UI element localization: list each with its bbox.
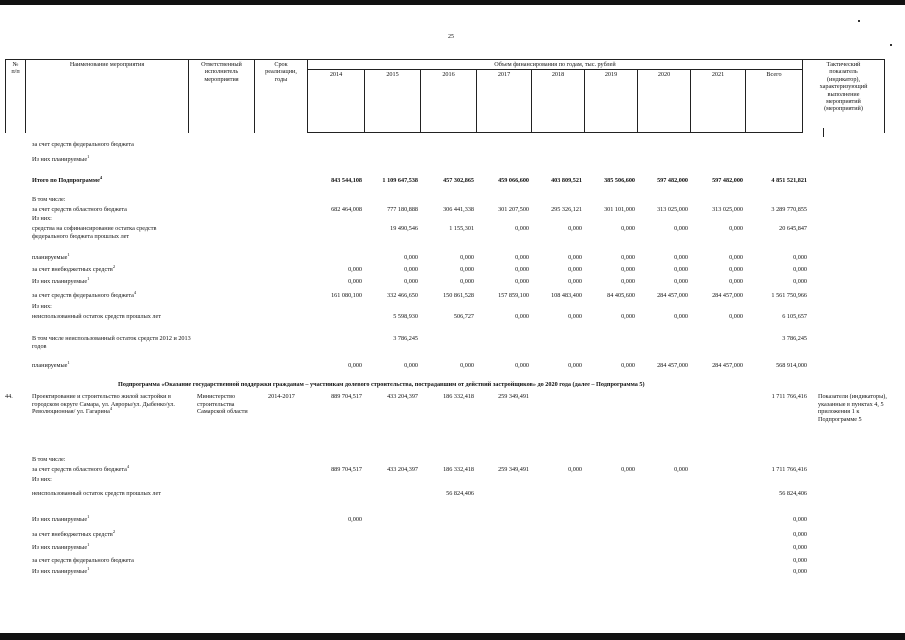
value-cell: 3 786,245 bbox=[393, 335, 418, 342]
value-cell: 0,000 bbox=[793, 516, 807, 523]
value-cell: 284 457,000 bbox=[657, 292, 688, 299]
value-cell: 306 441,338 bbox=[443, 206, 474, 213]
value-cell: 0,000 bbox=[515, 278, 529, 285]
value-cell: 157 859,100 bbox=[498, 292, 529, 299]
value-cell: 0,000 bbox=[568, 278, 582, 285]
value-cell: 0,000 bbox=[621, 313, 635, 320]
value-cell: 568 914,000 bbox=[776, 362, 807, 369]
value-cell: 597 482,000 bbox=[657, 177, 688, 184]
year-header: 2017 bbox=[477, 70, 532, 133]
value-cell: 0,000 bbox=[793, 531, 807, 538]
year-header: 2020 bbox=[638, 70, 691, 133]
row-label: В том числе: bbox=[32, 196, 66, 203]
value-cell: 0,000 bbox=[674, 254, 688, 261]
row-label: Из них планируемые$^1$ bbox=[32, 513, 90, 523]
row-label: за счет средств федерального бюджета bbox=[32, 557, 134, 564]
value-cell: 0,000 bbox=[793, 544, 807, 551]
value-cell: 0,000 bbox=[404, 278, 418, 285]
value-cell: 0,000 bbox=[515, 266, 529, 273]
col-no: № п/п bbox=[6, 60, 26, 133]
value-cell: 0,000 bbox=[729, 313, 743, 320]
year-header: 2018 bbox=[532, 70, 585, 133]
value-cell: 332 466,650 bbox=[387, 292, 418, 299]
value-cell: 284 457,000 bbox=[712, 292, 743, 299]
value-cell: 0,000 bbox=[460, 362, 474, 369]
row-label: неиспользованный остаток средств прошлых лет bbox=[32, 490, 161, 497]
value-cell: 313 025,000 bbox=[712, 206, 743, 213]
value-cell: 682 464,008 bbox=[331, 206, 362, 213]
col-term: Срок реализации, годы bbox=[255, 60, 308, 133]
value-cell: 0,000 bbox=[404, 266, 418, 273]
value-cell: 3 289 770,855 bbox=[771, 206, 807, 213]
value-cell: 284 457,000 bbox=[657, 362, 688, 369]
row-label: за счет средств областного бюджета$^4$ bbox=[32, 463, 130, 473]
value-cell: 459 066,600 bbox=[498, 177, 529, 184]
value-cell: 4 851 521,821 bbox=[771, 177, 807, 184]
value-cell: 889 704,517 bbox=[331, 393, 362, 400]
value-cell: 150 861,528 bbox=[443, 292, 474, 299]
value-cell: 889 704,517 bbox=[331, 466, 362, 473]
row-label: Итого по Подпрограмме$^4$ bbox=[32, 174, 103, 184]
value-cell: 259 349,491 bbox=[498, 466, 529, 473]
year-header: 2019 bbox=[585, 70, 638, 133]
indicator-column-line bbox=[823, 128, 824, 137]
value-cell: 0,000 bbox=[793, 278, 807, 285]
value-cell: 5 598,930 bbox=[393, 313, 418, 320]
value-cell: 0,000 bbox=[793, 266, 807, 273]
row-label: Из них: bbox=[32, 215, 52, 222]
value-cell: 3 786,245 bbox=[782, 335, 807, 342]
value-cell: 20 645,847 bbox=[779, 225, 807, 232]
value-cell: 313 025,000 bbox=[657, 206, 688, 213]
col-name: Наименование мероприятия bbox=[26, 60, 189, 133]
value-cell: 0,000 bbox=[674, 278, 688, 285]
value-cell: 1 711 766,416 bbox=[771, 466, 807, 473]
value-cell: 0,000 bbox=[404, 254, 418, 261]
value-cell: 0,000 bbox=[621, 225, 635, 232]
bottom-border bbox=[0, 633, 905, 640]
value-cell: 0,000 bbox=[729, 278, 743, 285]
value-cell: 0,000 bbox=[621, 362, 635, 369]
value-cell: 0,000 bbox=[348, 266, 362, 273]
value-cell: 0,000 bbox=[515, 313, 529, 320]
value-cell: 0,000 bbox=[729, 225, 743, 232]
col-funding: Объем финансирования по годам, тыс. рублей bbox=[308, 60, 803, 70]
row-label: Из них: bbox=[32, 303, 52, 310]
value-cell: 186 332,418 bbox=[443, 466, 474, 473]
row-label: Из них: bbox=[32, 476, 52, 483]
row-label: В том числе неиспользованный остаток средств 2012 и 2013 годов bbox=[32, 335, 191, 350]
row-label: средства на софинансирование остатка средств федерального бюджета прошлых лет bbox=[32, 225, 157, 240]
year-header: 2016 bbox=[421, 70, 477, 133]
value-cell: 385 506,600 bbox=[604, 177, 635, 184]
row-label: планируемые$^1$ bbox=[32, 251, 70, 261]
value-cell: 0,000 bbox=[348, 516, 362, 523]
value-cell: 0,000 bbox=[793, 254, 807, 261]
value-cell: 0,000 bbox=[621, 266, 635, 273]
speck bbox=[890, 44, 892, 46]
value-cell: 0,000 bbox=[674, 313, 688, 320]
value-cell: 403 809,521 bbox=[551, 177, 582, 184]
value-cell: 0,000 bbox=[568, 313, 582, 320]
row-label: за счет средств федерального бюджета$^4$ bbox=[32, 289, 137, 299]
row-label: Из них планируемые$^1$ bbox=[32, 541, 90, 551]
value-cell: 84 405,600 bbox=[607, 292, 635, 299]
value-cell: 0,000 bbox=[460, 254, 474, 261]
value-cell: 0,000 bbox=[515, 254, 529, 261]
year-header: 2015 bbox=[365, 70, 421, 133]
value-cell: 433 204,397 bbox=[387, 466, 418, 473]
value-cell: 597 482,000 bbox=[712, 177, 743, 184]
value-cell: 1 155,301 bbox=[449, 225, 474, 232]
value-cell: 0,000 bbox=[674, 225, 688, 232]
value-cell: 0,000 bbox=[404, 362, 418, 369]
speck bbox=[858, 20, 860, 22]
value-cell: 457 302,865 bbox=[443, 177, 474, 184]
value-cell: 186 332,418 bbox=[443, 393, 474, 400]
value-cell: 0,000 bbox=[568, 225, 582, 232]
value-cell: 0,000 bbox=[568, 266, 582, 273]
value-cell: 284 457,000 bbox=[712, 362, 743, 369]
value-cell: 0,000 bbox=[621, 254, 635, 261]
item-number: 44. bbox=[5, 393, 13, 400]
value-cell: 56 824,406 bbox=[446, 490, 474, 497]
row-label: за счет внебюджетных средств$^2$ bbox=[32, 263, 116, 273]
value-cell: 19 490,546 bbox=[390, 225, 418, 232]
value-cell: 0,000 bbox=[621, 278, 635, 285]
value-cell: 843 544,108 bbox=[331, 177, 362, 184]
year-header: 2014 bbox=[308, 70, 365, 133]
item-responsible: Министерство строительства Самарской области bbox=[197, 393, 248, 416]
year-header: 2021 bbox=[691, 70, 746, 133]
item-term: 2014-2017 bbox=[268, 393, 295, 400]
value-cell: 295 326,121 bbox=[551, 206, 582, 213]
value-cell: 259 349,491 bbox=[498, 393, 529, 400]
value-cell: 777 180,888 bbox=[387, 206, 418, 213]
row-label: Из них планируемые$^1$ bbox=[32, 153, 90, 163]
item-indicator: Показатели (индикаторы), указанные в пунктах 4, 5 приложения 1 к Подпрограмме 5 bbox=[818, 393, 887, 423]
subprogram-title: Подпрограмма «Оказание государственной поддержки гражданам – участникам долевого строительства, пострадавшим от действий застройщиков» до 2020 года (далее – Подпрограмма 5) bbox=[118, 381, 645, 388]
value-cell: 0,000 bbox=[621, 466, 635, 473]
page-number: 25 bbox=[448, 34, 454, 40]
value-cell: 0,000 bbox=[568, 254, 582, 261]
value-cell: 506,727 bbox=[453, 313, 474, 320]
value-cell: 433 204,397 bbox=[387, 393, 418, 400]
value-cell: 108 483,400 bbox=[551, 292, 582, 299]
value-cell: 1 561 750,966 bbox=[771, 292, 807, 299]
value-cell: 0,000 bbox=[515, 362, 529, 369]
value-cell: 0,000 bbox=[793, 568, 807, 575]
row-label: за счет средств областного бюджета bbox=[32, 206, 127, 213]
row-label: Из них планируемые$^1$ bbox=[32, 275, 90, 285]
value-cell: 0,000 bbox=[348, 278, 362, 285]
value-cell: 0,000 bbox=[674, 466, 688, 473]
row-label: за счет средств федерального бюджета bbox=[32, 141, 134, 148]
value-cell: 0,000 bbox=[568, 362, 582, 369]
value-cell: 301 207,500 bbox=[498, 206, 529, 213]
col-indicator: Тактический показатель (индикатор), характеризующий выполнение мероприятий (мероприятий) bbox=[803, 60, 885, 133]
row-label: неиспользованный остаток средств прошлых лет bbox=[32, 313, 161, 320]
row-label: планируемые$^1$ bbox=[32, 359, 70, 369]
row-label: за счет внебюджетных средств$^2$ bbox=[32, 528, 116, 538]
value-cell: 1 711 766,416 bbox=[771, 393, 807, 400]
value-cell: 56 824,406 bbox=[779, 490, 807, 497]
value-cell: 0,000 bbox=[729, 254, 743, 261]
value-cell: 0,000 bbox=[729, 266, 743, 273]
value-cell: 0,000 bbox=[460, 266, 474, 273]
value-cell: 0,000 bbox=[515, 225, 529, 232]
col-responsible: Ответственный исполнитель мероприятия bbox=[189, 60, 255, 133]
value-cell: 0,000 bbox=[348, 362, 362, 369]
value-cell: 301 101,000 bbox=[604, 206, 635, 213]
year-header: Всего bbox=[746, 70, 803, 133]
value-cell: 0,000 bbox=[460, 278, 474, 285]
item-name: Проектирование и строительство жилой застройки в городском округе Самара, ул. Авроры/ул. Дыбенко/ул. Революционная/ ул. Гагарина$^4$ bbox=[32, 393, 175, 416]
value-cell: 6 105,657 bbox=[782, 313, 807, 320]
row-label: Из них планируемые$^1$ bbox=[32, 565, 90, 575]
header-table bbox=[5, 59, 885, 133]
row-label: В том числе: bbox=[32, 456, 66, 463]
top-border bbox=[0, 0, 905, 5]
value-cell: 0,000 bbox=[568, 466, 582, 473]
value-cell: 0,000 bbox=[793, 557, 807, 564]
value-cell: 1 109 647,538 bbox=[382, 177, 418, 184]
value-cell: 0,000 bbox=[674, 266, 688, 273]
value-cell: 161 080,100 bbox=[331, 292, 362, 299]
